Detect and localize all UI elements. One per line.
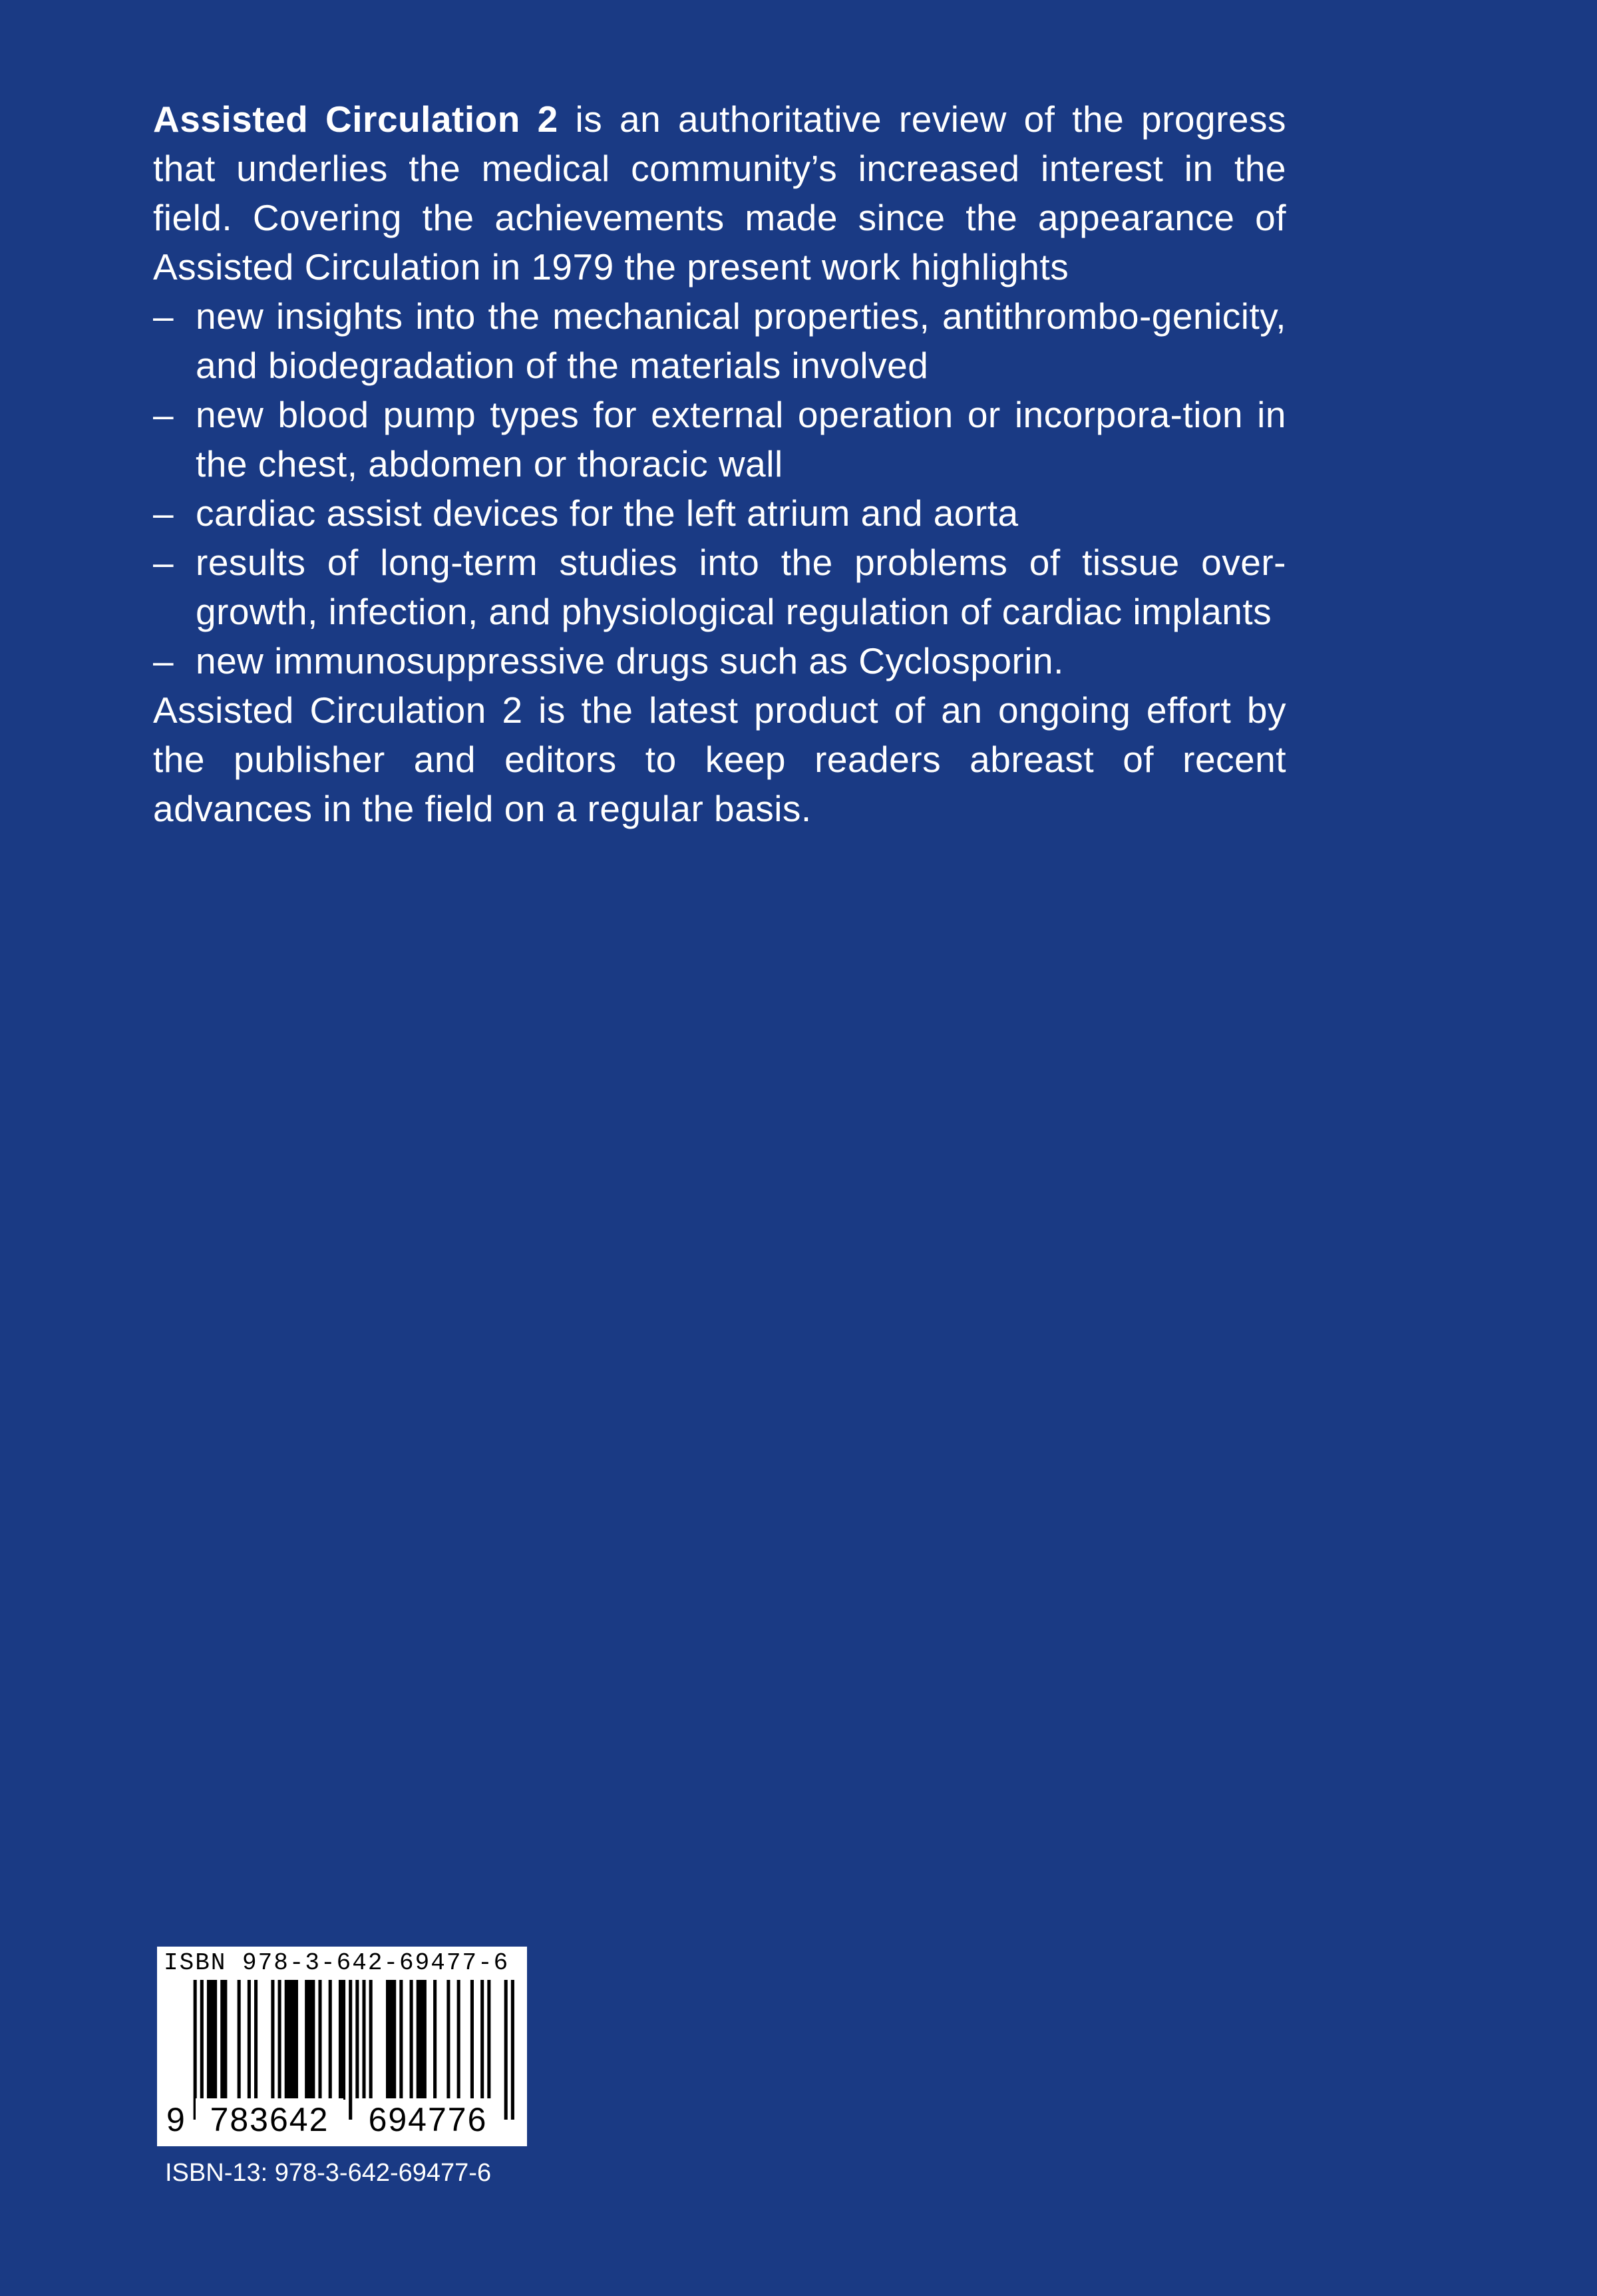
list-item — [153, 636, 1286, 685]
highlights-list — [153, 291, 1286, 685]
list-item-text: results of long-term studies into the problems of tissue over-growth, infection, and physiological regulation of cardiac implants — [196, 542, 1286, 632]
list-item — [153, 538, 1286, 636]
list-item — [153, 488, 1286, 538]
barcode-bar — [278, 1980, 281, 2100]
barcode-bar — [207, 1980, 217, 2100]
barcode-bar — [339, 1980, 345, 2100]
list-item-text: new insights into the mechanical properties, antithrombo-genicity, and biodegradation of the materials involved — [196, 295, 1286, 386]
ean-first-digit: 9 — [166, 2098, 188, 2141]
list-item-text: new immunosuppressive drugs such as Cyclosporin. — [196, 640, 1064, 681]
barcode-bar — [410, 1980, 413, 2100]
barcode-bar — [238, 1980, 241, 2100]
list-item — [153, 390, 1286, 488]
barcode-bar — [369, 1980, 373, 2100]
blurb-text — [153, 95, 1286, 833]
barcode-label — [157, 1947, 527, 2146]
list-item-text: new blood pump types for external operation or incorpora-tion in the chest, abdomen or thoracic wall — [196, 394, 1286, 484]
ean-left-digits: 783642 — [196, 2098, 343, 2141]
barcode-bar — [457, 1980, 460, 2100]
barcode-bar — [254, 1980, 258, 2100]
dash-marker: – — [153, 295, 174, 337]
intro-title: Assisted Circulation 2 — [153, 98, 558, 140]
barcode-bar — [433, 1980, 437, 2100]
barcode-bar — [220, 1980, 227, 2100]
barcode-bar — [386, 1980, 396, 2100]
list-item — [153, 291, 1286, 390]
list-item-text: cardiac assist devices for the left atrium and aorta — [196, 492, 1019, 534]
barcode-bar — [417, 1980, 427, 2100]
ean-right-digits: 694776 — [354, 2098, 502, 2141]
barcode-bar — [446, 1980, 450, 2100]
isbn13-text: ISBN-13: 978-3-642-69477-6 — [165, 2159, 492, 2187]
barcode-bar — [480, 1980, 484, 2100]
barcode-bar — [399, 1980, 403, 2100]
barcode-bar — [318, 1980, 321, 2100]
barcode-bar — [305, 1980, 315, 2100]
barcode-bar — [362, 1980, 365, 2100]
dash-marker: – — [153, 492, 174, 534]
barcode-bar — [470, 1980, 474, 2100]
dash-marker: – — [153, 394, 174, 435]
barcode-bar — [487, 1980, 490, 2100]
barcode-bar — [285, 1980, 298, 2100]
barcode-bar — [329, 1980, 332, 2100]
barcode-isbn-text: ISBN 978-3-642-69477-6 — [164, 1949, 510, 1977]
barcode-bar — [248, 1980, 251, 2100]
barcode-bar — [271, 1980, 274, 2100]
closing-paragraph: Assisted Circulation 2 is the latest product of an ongoing effort by the publisher and editors to keep readers abreast of recent advances in the field on a regular basis. — [153, 689, 1286, 829]
barcode-digits — [166, 2098, 518, 2141]
dash-marker: – — [153, 640, 174, 681]
intro-text: is an authoritative review of the progress that underlies the medical community’s increased interest in the field. Covering the achievements made since the appearance of Assisted Circulation in 1979 the present work highlights — [153, 98, 1286, 287]
intro-paragraph — [153, 95, 1286, 291]
dash-marker: – — [153, 542, 174, 583]
